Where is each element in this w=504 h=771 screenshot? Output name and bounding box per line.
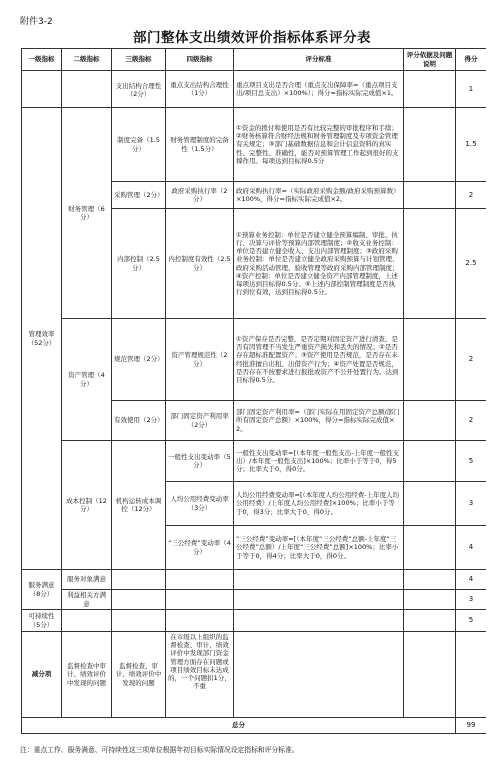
standard-cell: ①预算业务控制：单位是否建立健全预算编制、审批、执行、决算与评价等预算内部管理制度；②收支业务控制：单位是否建立健全收入、支出内部管理制度；③政府采购业务控制：单位是否建立健全政府采购预算与计划管理、政府采购活动管理、验收管理等政府采购内部管理制度；④资产控制：单位是否建立健全资产内部管理制度，上述每项达到目标得0.5分。⑤上述内部控制管理制度是否执行到位有效，达到目标得0.5分。 bbox=[234, 209, 404, 319]
score-cell: 5 bbox=[456, 441, 487, 482]
standard-cell: ①资金的拨付和使用是否有比较完整的审批程序和手续；②财务核算符合财经法规和财务管理制度及专项资金管理有关规定；③部门基础数据信息和会计信息资料的真实性、完整性、准确性，能否对预算管理工作起到很好的支撑作用。每项达到目标得0.5分 bbox=[234, 108, 404, 182]
l4-cell: 重点支出结构合理性（1分） bbox=[166, 71, 234, 108]
header-standard: 评分标准 bbox=[234, 49, 404, 71]
score-cell: 3 bbox=[456, 590, 487, 610]
table-row bbox=[22, 610, 487, 632]
l4-cell: 部门固定资产利用率（2分） bbox=[166, 401, 234, 441]
l4-cell: 财务管理制度的完备性（1.5分） bbox=[166, 108, 234, 182]
empty-cell bbox=[62, 71, 112, 108]
l4-cell: 内控制度有效性（2.5分） bbox=[166, 209, 234, 319]
l4-cell: 人均公用经费变动率（3分） bbox=[166, 482, 234, 526]
l3-cell: 规范管理（2分） bbox=[112, 319, 166, 401]
empty-cell bbox=[112, 590, 166, 610]
score-cell: 1.5 bbox=[456, 108, 487, 182]
l3-cell: 制度完备（1.5分） bbox=[112, 108, 166, 182]
empty-cell bbox=[166, 590, 234, 610]
basis-cell bbox=[404, 209, 456, 319]
table-row bbox=[22, 319, 487, 401]
empty-cell bbox=[234, 570, 404, 590]
empty-cell bbox=[404, 570, 456, 590]
empty-cell bbox=[234, 590, 404, 610]
l2-cell: 服务对象满意 bbox=[62, 570, 112, 590]
empty-cell bbox=[112, 570, 166, 590]
score-cell: 4 bbox=[456, 526, 487, 570]
l3-cell bbox=[112, 71, 166, 108]
group-cost-l3: 机构运转成本调控（12分） bbox=[112, 441, 166, 570]
header-l3: 三级指标 bbox=[112, 49, 166, 71]
empty-cell bbox=[404, 590, 456, 610]
table-row bbox=[22, 71, 487, 108]
empty-cell bbox=[166, 610, 234, 632]
empty-cell bbox=[404, 632, 456, 718]
basis-cell bbox=[404, 401, 456, 441]
score-cell: 5 bbox=[456, 610, 487, 632]
header-basis: 评分依据及问题说明 bbox=[404, 49, 456, 71]
group-mgmt-efficiency: 管理效率（52分） bbox=[22, 108, 62, 570]
basis-cell bbox=[404, 108, 456, 182]
standard-cell: 部门固定资产利用率=（部门实际在用固定资产总额/部门所有固定资产总额）×100%，得分=指标实际完成值×2。 bbox=[234, 401, 404, 441]
standard-cell: 人均公用经费变动率=[（本年度人均公用经费-上年度人均公用经费）/上年度人均公用经费]×100%；比率小于等于0，得3分；比率大于0，得0分。 bbox=[234, 482, 404, 526]
l4-cell: 政府采购执行率（2分） bbox=[166, 182, 234, 209]
l2-cell: 监督检查中审计、绩效评价中发现的问题 bbox=[62, 632, 112, 718]
empty-cell bbox=[112, 610, 166, 632]
evaluation-table-wrapper bbox=[21, 48, 486, 741]
l4-cell: “三公经费”变动率（4分） bbox=[166, 526, 234, 570]
header-l2: 二级指标 bbox=[62, 49, 112, 71]
l3-text: 支出结构合理性（2分） bbox=[115, 82, 162, 99]
basis-cell bbox=[404, 182, 456, 209]
score-cell: 4 bbox=[456, 570, 487, 590]
empty-cell bbox=[404, 610, 456, 632]
total-score: 99 bbox=[456, 718, 487, 734]
table-row bbox=[22, 632, 487, 718]
standard-cell: ①资产保存是否完整，是否定期对固定资产进行清查，是否有因管理不当发生严重资产损失和丢失的情况；②是否存在超标准配置资产；③资产使用是否规范，是否存在未经批准擅自出租、出借资产行为；④资产处置是否规范，是否存在不按要求进行报批或资产不公开处置行为。达到目标得0.5分。 bbox=[234, 319, 404, 401]
l2-cell: 利益相关方满意 bbox=[62, 590, 112, 610]
score-cell: 2 bbox=[456, 182, 487, 209]
l4-text: 在市级以上组织的监督检查、审计、绩效评价中发现部门资金管理方面存在问题或项目绩效目标未达成的，一个问题扣1分，不重 bbox=[168, 633, 231, 691]
group-deduct: 减分项 bbox=[22, 632, 62, 718]
empty-cell bbox=[22, 71, 62, 108]
basis-cell bbox=[404, 71, 456, 108]
header-score: 得分 bbox=[456, 49, 487, 71]
total-label: 总分 bbox=[22, 718, 456, 734]
group-sustain: 可持续性（5分） bbox=[22, 610, 62, 632]
empty-cell bbox=[234, 632, 404, 718]
standard-cell: 政府采购执行率=（实际政府采购金额/政府采购预算数）×100%，得分=指标实际完成值×2。 bbox=[234, 182, 404, 209]
empty-cell bbox=[456, 632, 487, 718]
basis-cell bbox=[404, 526, 456, 570]
score-cell: 2 bbox=[456, 401, 487, 441]
group-finance: 财务管理（6分） bbox=[62, 108, 112, 319]
total-row bbox=[22, 718, 487, 734]
empty-cell bbox=[62, 610, 112, 632]
score-cell: 1 bbox=[456, 71, 487, 108]
table-row bbox=[22, 590, 487, 610]
l3-cell: 采购管理（2分） bbox=[112, 182, 166, 209]
standard-cell: 重点项目支出是否合理（重点支出保障率=（重点项目支出/项目总支出）×100%）；得分=指标实际完成值×1。 bbox=[234, 71, 404, 108]
l3-cell: 有效使用（2分） bbox=[112, 401, 166, 441]
evaluation-table bbox=[21, 48, 486, 734]
l3-cell: 监督检查、审计、绩效评价中发现的问题 bbox=[112, 632, 166, 718]
header-row bbox=[22, 49, 487, 71]
table-row bbox=[22, 570, 487, 590]
score-cell: 2 bbox=[456, 319, 487, 401]
table-row bbox=[22, 108, 487, 182]
document-title: 部门整体支出绩效评价指标体系评分表 bbox=[133, 30, 371, 46]
group-service: 服务满意（8分） bbox=[22, 570, 62, 610]
group-cost: 成本控制（12分） bbox=[62, 441, 112, 570]
annex-label: 附件3-2 bbox=[20, 17, 53, 27]
header-l1: 一级指标 bbox=[22, 49, 62, 71]
l3-cell: 内部控制（2.5分） bbox=[112, 209, 166, 319]
l4-cell: 资产管理规范性（2分） bbox=[166, 319, 234, 401]
header-l4: 四级指标 bbox=[166, 49, 234, 71]
score-cell: 3 bbox=[456, 482, 487, 526]
standard-cell: 一般性支出变动率=[（本年度一般性支出-上年度一般性支出）/本年度一般性支出]×100%；比率小于等于0，得5分；比率大于0，得0分。 bbox=[234, 441, 404, 482]
basis-cell bbox=[404, 319, 456, 401]
standard-cell: “三公经费”变动率=[（本年度“三公经费”总额-上年度“三公经费”总额）/上年度“三公经费”总额]×100%；比率小于等于0，得4分；比率大于0，得0分。 bbox=[234, 526, 404, 570]
l4-cell: 一般性支出变动率（5分） bbox=[166, 441, 234, 482]
table-row bbox=[22, 441, 487, 482]
l4-cell bbox=[166, 632, 234, 718]
empty-cell bbox=[166, 570, 234, 590]
basis-cell bbox=[404, 482, 456, 526]
score-cell: 2.5 bbox=[456, 209, 487, 319]
basis-cell bbox=[404, 441, 456, 482]
footnote: 注：重点工作、服务满意、可持续性这三项单位根据年初目标实际情况设定指标和评分标准。 bbox=[20, 746, 299, 754]
empty-cell bbox=[234, 610, 404, 632]
group-asset: 资产管理（4分） bbox=[62, 319, 112, 441]
